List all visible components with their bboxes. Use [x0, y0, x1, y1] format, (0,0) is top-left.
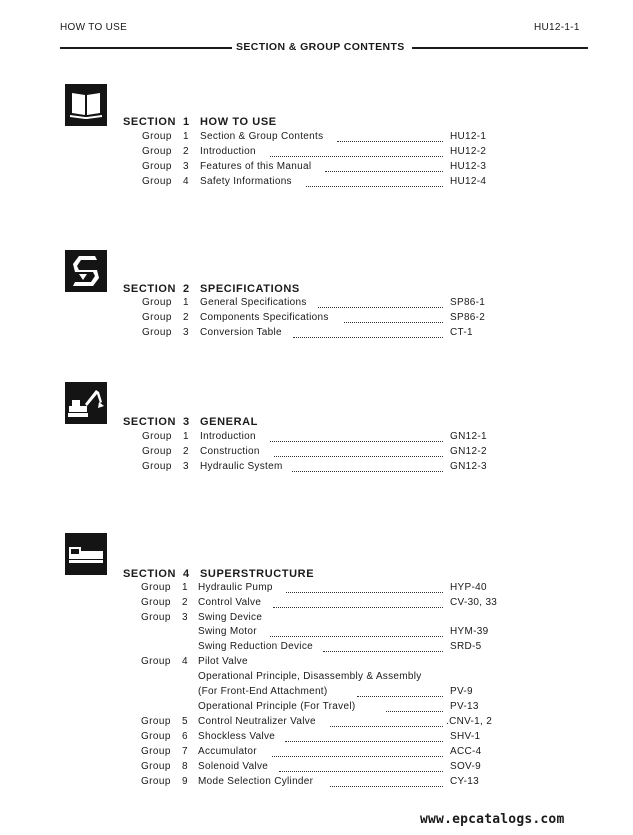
toc-entry-ref: PV-13 [450, 701, 479, 712]
group-label: Group [142, 131, 172, 142]
toc-entry-title: Control Neutralizer Valve [198, 716, 316, 727]
group-label: Group [141, 776, 171, 787]
group-number: 1 [182, 582, 188, 593]
section-1-title: HOW TO USE [200, 116, 277, 128]
group-label: Group [142, 176, 172, 187]
toc-entry-ref: SP86-2 [450, 312, 486, 323]
group-number: 2 [183, 312, 189, 323]
toc-entry-title: Mode Selection Cylinder [198, 776, 314, 787]
superstructure-icon [65, 533, 107, 575]
toc-entry-title: Introduction [200, 146, 256, 157]
dot-leader [286, 592, 443, 593]
section-2-title: SPECIFICATIONS [200, 283, 300, 295]
header-right: HU12-1-1 [534, 22, 580, 33]
toc-entry-title: Conversion Table [200, 327, 282, 338]
toc-entry-title: Accumulator [198, 746, 257, 757]
toc-subentry-title: Swing Reduction Device [198, 641, 313, 652]
group-label: Group [142, 446, 172, 457]
group-number: 3 [183, 327, 189, 338]
dot-leader [270, 636, 443, 637]
group-number: 1 [183, 131, 189, 142]
toc-entry-ref: GN12-3 [450, 461, 487, 472]
toc-subentry-title: (For Front-End Attachment) [198, 686, 328, 697]
page-title: SECTION & GROUP CONTENTS [236, 41, 405, 53]
group-number: 2 [183, 446, 189, 457]
toc-entry-title: Section & Group Contents [200, 131, 324, 142]
group-label: Group [141, 731, 171, 742]
group-label: Group [142, 431, 172, 442]
dot-leader [270, 156, 443, 157]
toc-entry-ref: HU12-4 [450, 176, 487, 187]
dot-leader [318, 307, 443, 308]
dot-leader [386, 711, 443, 712]
section-2-label: SECTION [123, 283, 177, 295]
toc-entry-ref: SHV-1 [450, 731, 481, 742]
group-number: 9 [182, 776, 188, 787]
group-number: 2 [182, 597, 188, 608]
toc-entry-ref: ACC-4 [450, 746, 482, 757]
book-icon [65, 84, 107, 126]
dot-leader [344, 322, 443, 323]
toc-entry-title: Swing Device [198, 612, 263, 623]
group-label: Group [141, 582, 171, 593]
toc-entry-ref: SOV-9 [450, 761, 481, 772]
section-1-label: SECTION [123, 116, 177, 128]
dot-leader [325, 171, 443, 172]
specifications-s-icon [65, 250, 107, 292]
toc-entry-title: Introduction [200, 431, 256, 442]
toc-entry-ref: HU12-3 [450, 161, 487, 172]
dot-leader [292, 471, 443, 472]
group-label: Group [141, 656, 171, 667]
group-label: Group [142, 312, 172, 323]
toc-entry-title: Control Valve [198, 597, 262, 608]
group-number: 4 [182, 656, 188, 667]
toc-entry-title: Features of this Manual [200, 161, 312, 172]
group-label: Group [142, 461, 172, 472]
toc-entry-ref: GN12-1 [450, 431, 487, 442]
dot-leader [330, 786, 443, 787]
group-label: Group [141, 612, 171, 623]
section-2-number: 2 [183, 283, 190, 295]
group-number: 5 [182, 716, 188, 727]
toc-entry-ref: HU12-1 [450, 131, 487, 142]
group-label: Group [141, 716, 171, 727]
toc-entry-title: Construction [200, 446, 260, 457]
title-rule-right [412, 47, 588, 49]
group-label: Group [142, 161, 172, 172]
group-number: 3 [183, 161, 189, 172]
dot-leader [274, 456, 443, 457]
group-number: 2 [183, 146, 189, 157]
section-3-title: GENERAL [200, 416, 258, 428]
toc-subentry-title: Swing Motor [198, 626, 257, 637]
toc-entry-title: Shockless Valve [198, 731, 276, 742]
dot-leader [279, 771, 443, 772]
section-4-label: SECTION [123, 568, 177, 580]
toc-entry-title: Components Specifications [200, 312, 329, 323]
group-number: 3 [182, 612, 188, 623]
toc-entry-ref: HYP-40 [450, 582, 487, 593]
group-number: 8 [182, 761, 188, 772]
header-left: HOW TO USE [60, 22, 128, 33]
toc-entry-title: General Specifications [200, 297, 307, 308]
toc-entry-ref: SRD-5 [450, 641, 482, 652]
dot-leader [272, 756, 443, 757]
dot-leader [330, 726, 443, 727]
toc-entry-title: Safety Informations [200, 176, 292, 187]
group-label: Group [142, 297, 172, 308]
toc-entry-ref: .CNV-1, 2 [446, 716, 493, 727]
toc-entry-title: Solenoid Valve [198, 761, 269, 772]
toc-subentry-title: Operational Principle, Disassembly & Assembly [198, 671, 422, 682]
group-label: Group [141, 761, 171, 772]
toc-entry-ref: GN12-2 [450, 446, 487, 457]
dot-leader [337, 141, 443, 142]
toc-entry-ref: SP86-1 [450, 297, 486, 308]
group-number: 4 [183, 176, 189, 187]
section-1-number: 1 [183, 116, 190, 128]
group-label: Group [142, 327, 172, 338]
group-number: 3 [183, 461, 189, 472]
group-number: 6 [182, 731, 188, 742]
toc-entry-ref: CY-13 [450, 776, 479, 787]
toc-entry-ref: CT-1 [450, 327, 473, 338]
dot-leader [306, 186, 443, 187]
toc-entry-ref: HU12-2 [450, 146, 487, 157]
dot-leader [293, 337, 443, 338]
toc-entry-ref: CV-30, 33 [450, 597, 498, 608]
dot-leader [270, 441, 443, 442]
excavator-icon [65, 382, 107, 424]
dot-leader [273, 607, 443, 608]
dot-leader [357, 696, 443, 697]
section-3-number: 3 [183, 416, 190, 428]
section-4-title: SUPERSTRUCTURE [200, 568, 315, 580]
toc-subentry-title: Operational Principle (For Travel) [198, 701, 356, 712]
toc-entry-ref: PV-9 [450, 686, 473, 697]
toc-entry-ref: HYM-39 [450, 626, 489, 637]
group-label: Group [142, 146, 172, 157]
toc-entry-title: Pilot Valve [198, 656, 248, 667]
dot-leader [323, 651, 443, 652]
group-label: Group [141, 597, 171, 608]
toc-entry-title: Hydraulic System [200, 461, 283, 472]
dot-leader [285, 741, 443, 742]
footer-website-link[interactable]: www.epcatalogs.com [420, 812, 565, 827]
group-label: Group [141, 746, 171, 757]
section-4-number: 4 [183, 568, 190, 580]
group-number: 1 [183, 431, 189, 442]
toc-entry-title: Hydraulic Pump [198, 582, 273, 593]
group-number: 7 [182, 746, 188, 757]
title-rule-left [60, 47, 232, 49]
group-number: 1 [183, 297, 189, 308]
section-3-label: SECTION [123, 416, 177, 428]
